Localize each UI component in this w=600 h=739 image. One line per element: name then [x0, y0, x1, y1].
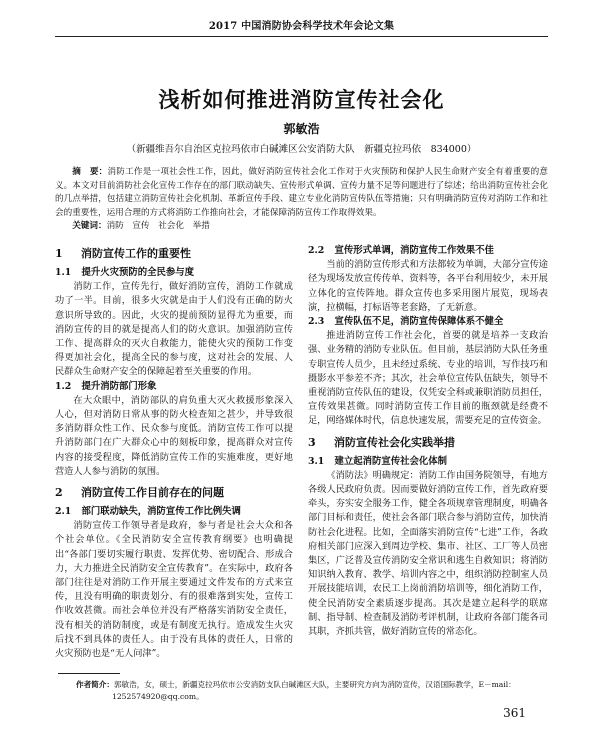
body-paragraph: 在大众眼中，消防部队的肩负重大灭火救援形象深入人心，但对消防日常从事的防火检查知之甚少，并导致很多消防群众性工作、民众参与度低。消防宣传工作可以提升消防部门在广大群众心中的刻板印象，提高群众对宣传内容的接受程度，降低消防宣传工作的实施难度，更好地营造人人参与消防的氛围。 — [55, 394, 293, 477]
keyword: 消防 — [106, 221, 124, 232]
author-email: 1252574920@qq.com。 — [112, 691, 204, 701]
header-rule — [55, 36, 548, 37]
abstract-paragraph — [55, 166, 548, 220]
keyword: 举措 — [192, 221, 210, 232]
abstract — [55, 166, 548, 234]
abstract-text: 消防工作是一项社会性工作，因此，做好消防宣传社会化工作对于火灾预防和保护人民生命财产安全有着重要的意义。本文对目前消防社会化宣传工作存在的部门联动缺失、宣传形式单调、宣传力量不足等问题进行了综述；给出消防宣传社会化的几点举措，包括建立消防宣传社会化机制、革新宣传手段、建立专业化消防宣传队伍等措施；只有明确消防宣传对消防工作和社会的重要性，运用合理的方式将消防工作推向社会，才能保障消防宣传工作取得效果。 — [55, 167, 548, 218]
footnote-rule — [58, 673, 120, 674]
body-paragraph: 消防工作，宣传先行，做好消防宣传，消防工作就成功了一半。目前，很多火灾就是由于人们没有正确的防火意识所导致的。因此，火灾的提前预防显得尤为重要，而消防宣传的目的就是提高人们的防火意识。加强消防宣传工作、提高群众的灭火自救能力，能使火灾的预防工作变得更加社会化，提高全民的参与度，这对社会的发展、人民群众生命财产安全的保障起着至关重要的作用。 — [55, 281, 293, 378]
body-paragraph: 推进消防宣传工作社会化，首要的就是培养一支政治强、业务精的消防专业队伍。但目前，基层消防大队任务重专职宣传人员少，且未经过系统、专业的培训，写作技巧和摄影水平参差不齐；其次，社会单位宣传队伍缺失，领导不重视消防宣传队伍的建设，仅凭安全科或兼职消防员担任，宣传效果甚微。同时消防宣传工作目前的瓶颈就是经费不足，网络媒体时代，信息快速发展，需要充足的宣传资金。 — [308, 330, 548, 427]
body-paragraph: 消防宣传工作领导者是政府，参与者是社会大众和各个社会单位。《全民消防安全宣传教育纲要》也明确提出“各部门要切实履行职责、发挥优势、密切配合、形成合力，大力推进全民消防安全宣传教育”。在实际中，政府各部门往往是对消防工作开展主要通过文件发布的方式来宣传，且没有明确的职责划分、有的很难落到实处，宣传工作收效甚微。而社会单位并没有严格落实消防安全责任，没有相关的消防制度，或是有制度无执行。造成发生火灾后找不到具体的责任人。由于没有具体的责任人，日常的火灾预防也是“无人问津”。 — [55, 520, 293, 660]
subsection-title: 提升消防部门形象 — [81, 380, 157, 392]
keyword: 社会化 — [158, 221, 184, 232]
subsection-title: 宣传队伍不足，消防宣传保障体系不健全 — [334, 315, 504, 327]
keywords — [55, 220, 548, 234]
section-number: 1 — [55, 246, 63, 260]
subsection-number: 3.1 — [308, 455, 325, 467]
section-number: 3 — [308, 435, 316, 449]
keyword: 宣传 — [132, 221, 150, 232]
subsection-heading — [55, 266, 293, 280]
subsection-number: 2.2 — [308, 244, 325, 256]
author-footnote — [76, 679, 548, 702]
subsection-title: 建立起消防宣传社会化体制 — [334, 455, 448, 467]
right-column — [308, 244, 548, 639]
footnote-block — [55, 673, 548, 702]
author-affiliation: （新疆维吾尔自治区克拉玛依市白碱滩区公安消防大队 新疆克拉玛依 834000） — [126, 144, 477, 155]
subsection-title: 提升火灾预防的全民参与度 — [81, 266, 195, 278]
paper-title: 浅析如何推进消防宣传社会化 — [158, 87, 445, 112]
section-title: 消防宣传社会化实践举措 — [334, 435, 455, 449]
section-title: 消防宣传工作目前存在的问题 — [81, 486, 224, 500]
section-number: 2 — [55, 486, 63, 500]
body-paragraph: 当前的消防宣传形式和方法都较为单调，大部分宣传途径为现场发放宣传传单、资料等，各平台利用较少，未开展立体化的宣传阵地。群众宣传也多采用图片展览，现场表演，拉横幅，打标语等老套路，了无新意。 — [308, 259, 548, 313]
subsection-title: 宣传形式单调，消防宣传工作效果不佳 — [334, 244, 494, 256]
subsection-number: 1.1 — [55, 266, 72, 278]
keywords-label: 关键词： — [72, 221, 107, 232]
abstract-label: 摘 要： — [72, 167, 108, 177]
subsection-number: 1.2 — [55, 380, 72, 392]
footnote-text: 郭敏浩，女，硕士，新疆克拉玛依市公安消防支队白碱滩区大队，主要研究方向为消防宣传，汉语国际教学，E－mail： — [113, 680, 516, 690]
subsection-title: 部门联动缺失，消防宣传工作比例失调 — [81, 506, 241, 518]
subsection-heading — [55, 380, 293, 394]
author-name: 郭敏浩 — [283, 122, 320, 136]
section-title: 消防宣传工作的重要性 — [81, 246, 191, 260]
subsection-number: 2.3 — [308, 315, 325, 327]
running-head: 2017 中国消防协会科学技术年会论文集 — [208, 21, 395, 32]
footnote-label: 作者简介： — [76, 680, 114, 690]
body-paragraph: 《消防法》明确规定：消防工作由国务院领导，有地方各级人民政府负责。因而要做好消防宣传工作，首先政府要牵头，夯实安全服务工作，健全各项规章管理制度，明确各部门目标和责任，使社会各部门联合参与消防宣传，加快消防社会化进程。比如，全面落实消防宣传“七进”工作，各政府相关部门应深入到周边学校、集市、社区、工厂等人员密集区，广泛普及宣传消防安全常识和逃生自救知识；将消防知识纳入教育、教学、培训内容之中，组织消防控制室人员开展技能培训，农民工上岗前消防培训等，细化消防工作，使全民消防安全素质逐步提高。其次是建立起科学的联席制、指导制、检查制及消防考评机制，让政府各部门能各司其职，齐抓共管，做好消防宣传的常态化。 — [308, 469, 548, 638]
section-heading — [55, 246, 293, 261]
subsection-heading — [308, 244, 548, 258]
left-column — [55, 244, 293, 661]
section-heading — [308, 435, 548, 450]
body-columns — [55, 244, 548, 661]
subsection-heading — [55, 505, 293, 519]
subsection-heading — [308, 315, 548, 329]
subsection-number: 2.1 — [55, 506, 72, 518]
page-number: 361 — [503, 706, 526, 721]
section-heading — [55, 485, 293, 500]
subsection-heading — [308, 455, 548, 469]
